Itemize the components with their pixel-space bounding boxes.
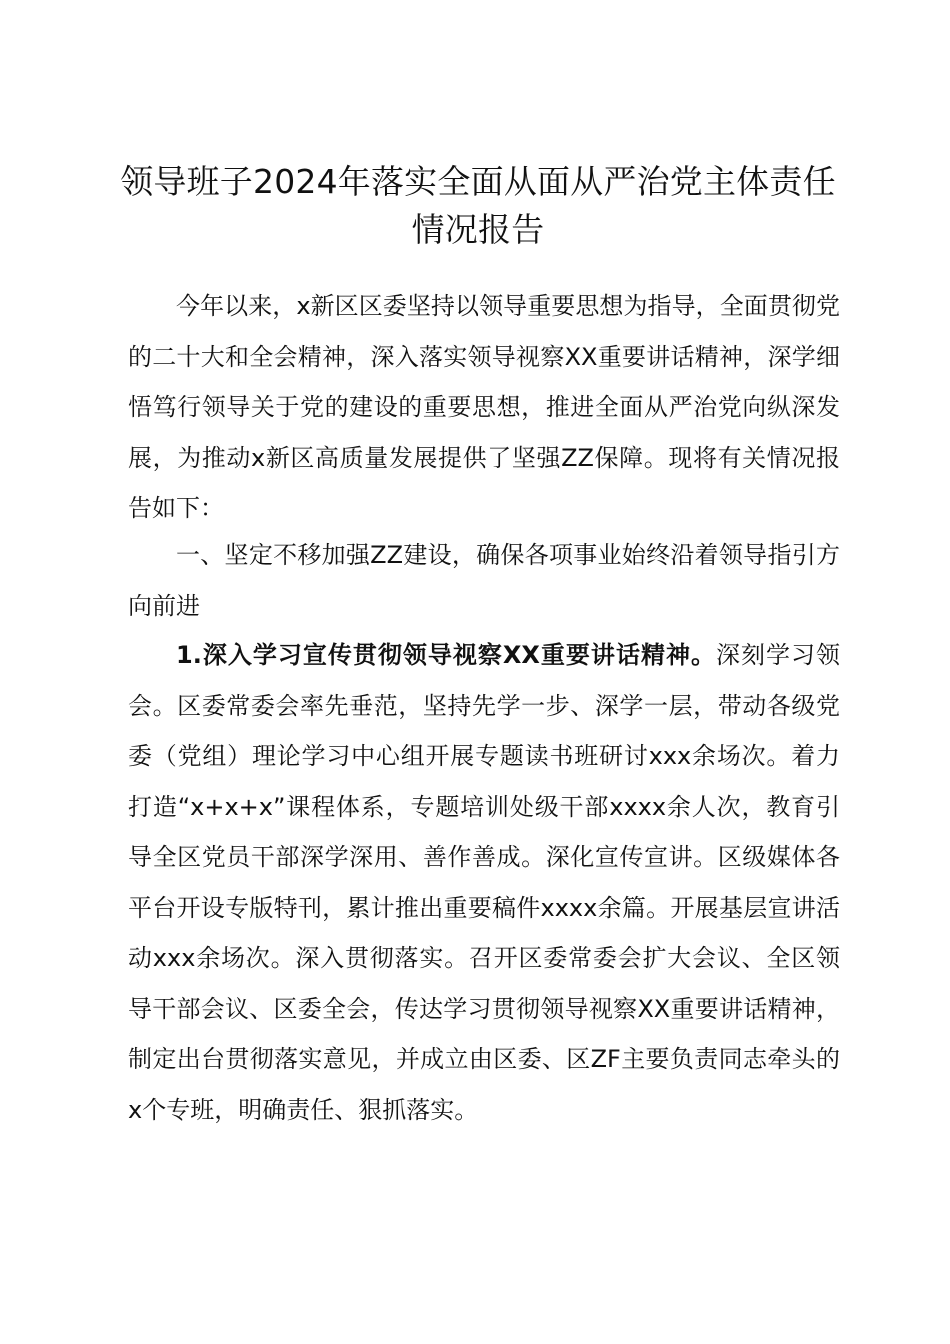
section-1-heading: 一、坚定不移加强ZZ建设，确保各项事业始终沿着领导指引方向前进 (128, 541, 840, 620)
item-1-lead: 1.深入学习宣传贯彻领导视察XX重要讲话精神。 (176, 641, 716, 669)
document-title: 领导班子2024年落实全面从面从严治党主体责任情况报告 (120, 162, 836, 249)
item-1-body: 深刻学习领会。区委常委会率先垂范，坚持先学一步、深学一层，带动各级党委（党组）理论学习中心组开展专题读书班研讨xxx余场次。着力打造“x+x+x”课程体系，专题培训处级干部xxxx余人次，教育引导全区党员干部深学深用、善作善成。深化宣传宣讲。区级媒体各平台开设专版特刊，累计推出重要稿件xxxx余篇。开展基层宣讲活动xxx余场次。深入贯彻落实。召开区委常委会扩大会议、全区领导干部会议、区委全会，传达学习贯彻领导视察XX重要讲话精神，制定出台贯彻落实意见，并成立由区委、区ZF主要负责同志牵头的x个专班，明确责任、狠抓落实。 (128, 641, 840, 1124)
item-1-paragraph (128, 630, 840, 1135)
intro-paragraph: 今年以来，x新区区委坚持以领导重要思想为指导，全面贯彻党的二十大和全会精神，深入落实领导视察XX重要讲话精神，深学细悟笃行领导关于党的建设的重要思想，推进全面从严治党向纵深发展，为推动x新区高质量发展提供了坚强ZZ保障。现将有关情况报告如下： (128, 292, 840, 522)
